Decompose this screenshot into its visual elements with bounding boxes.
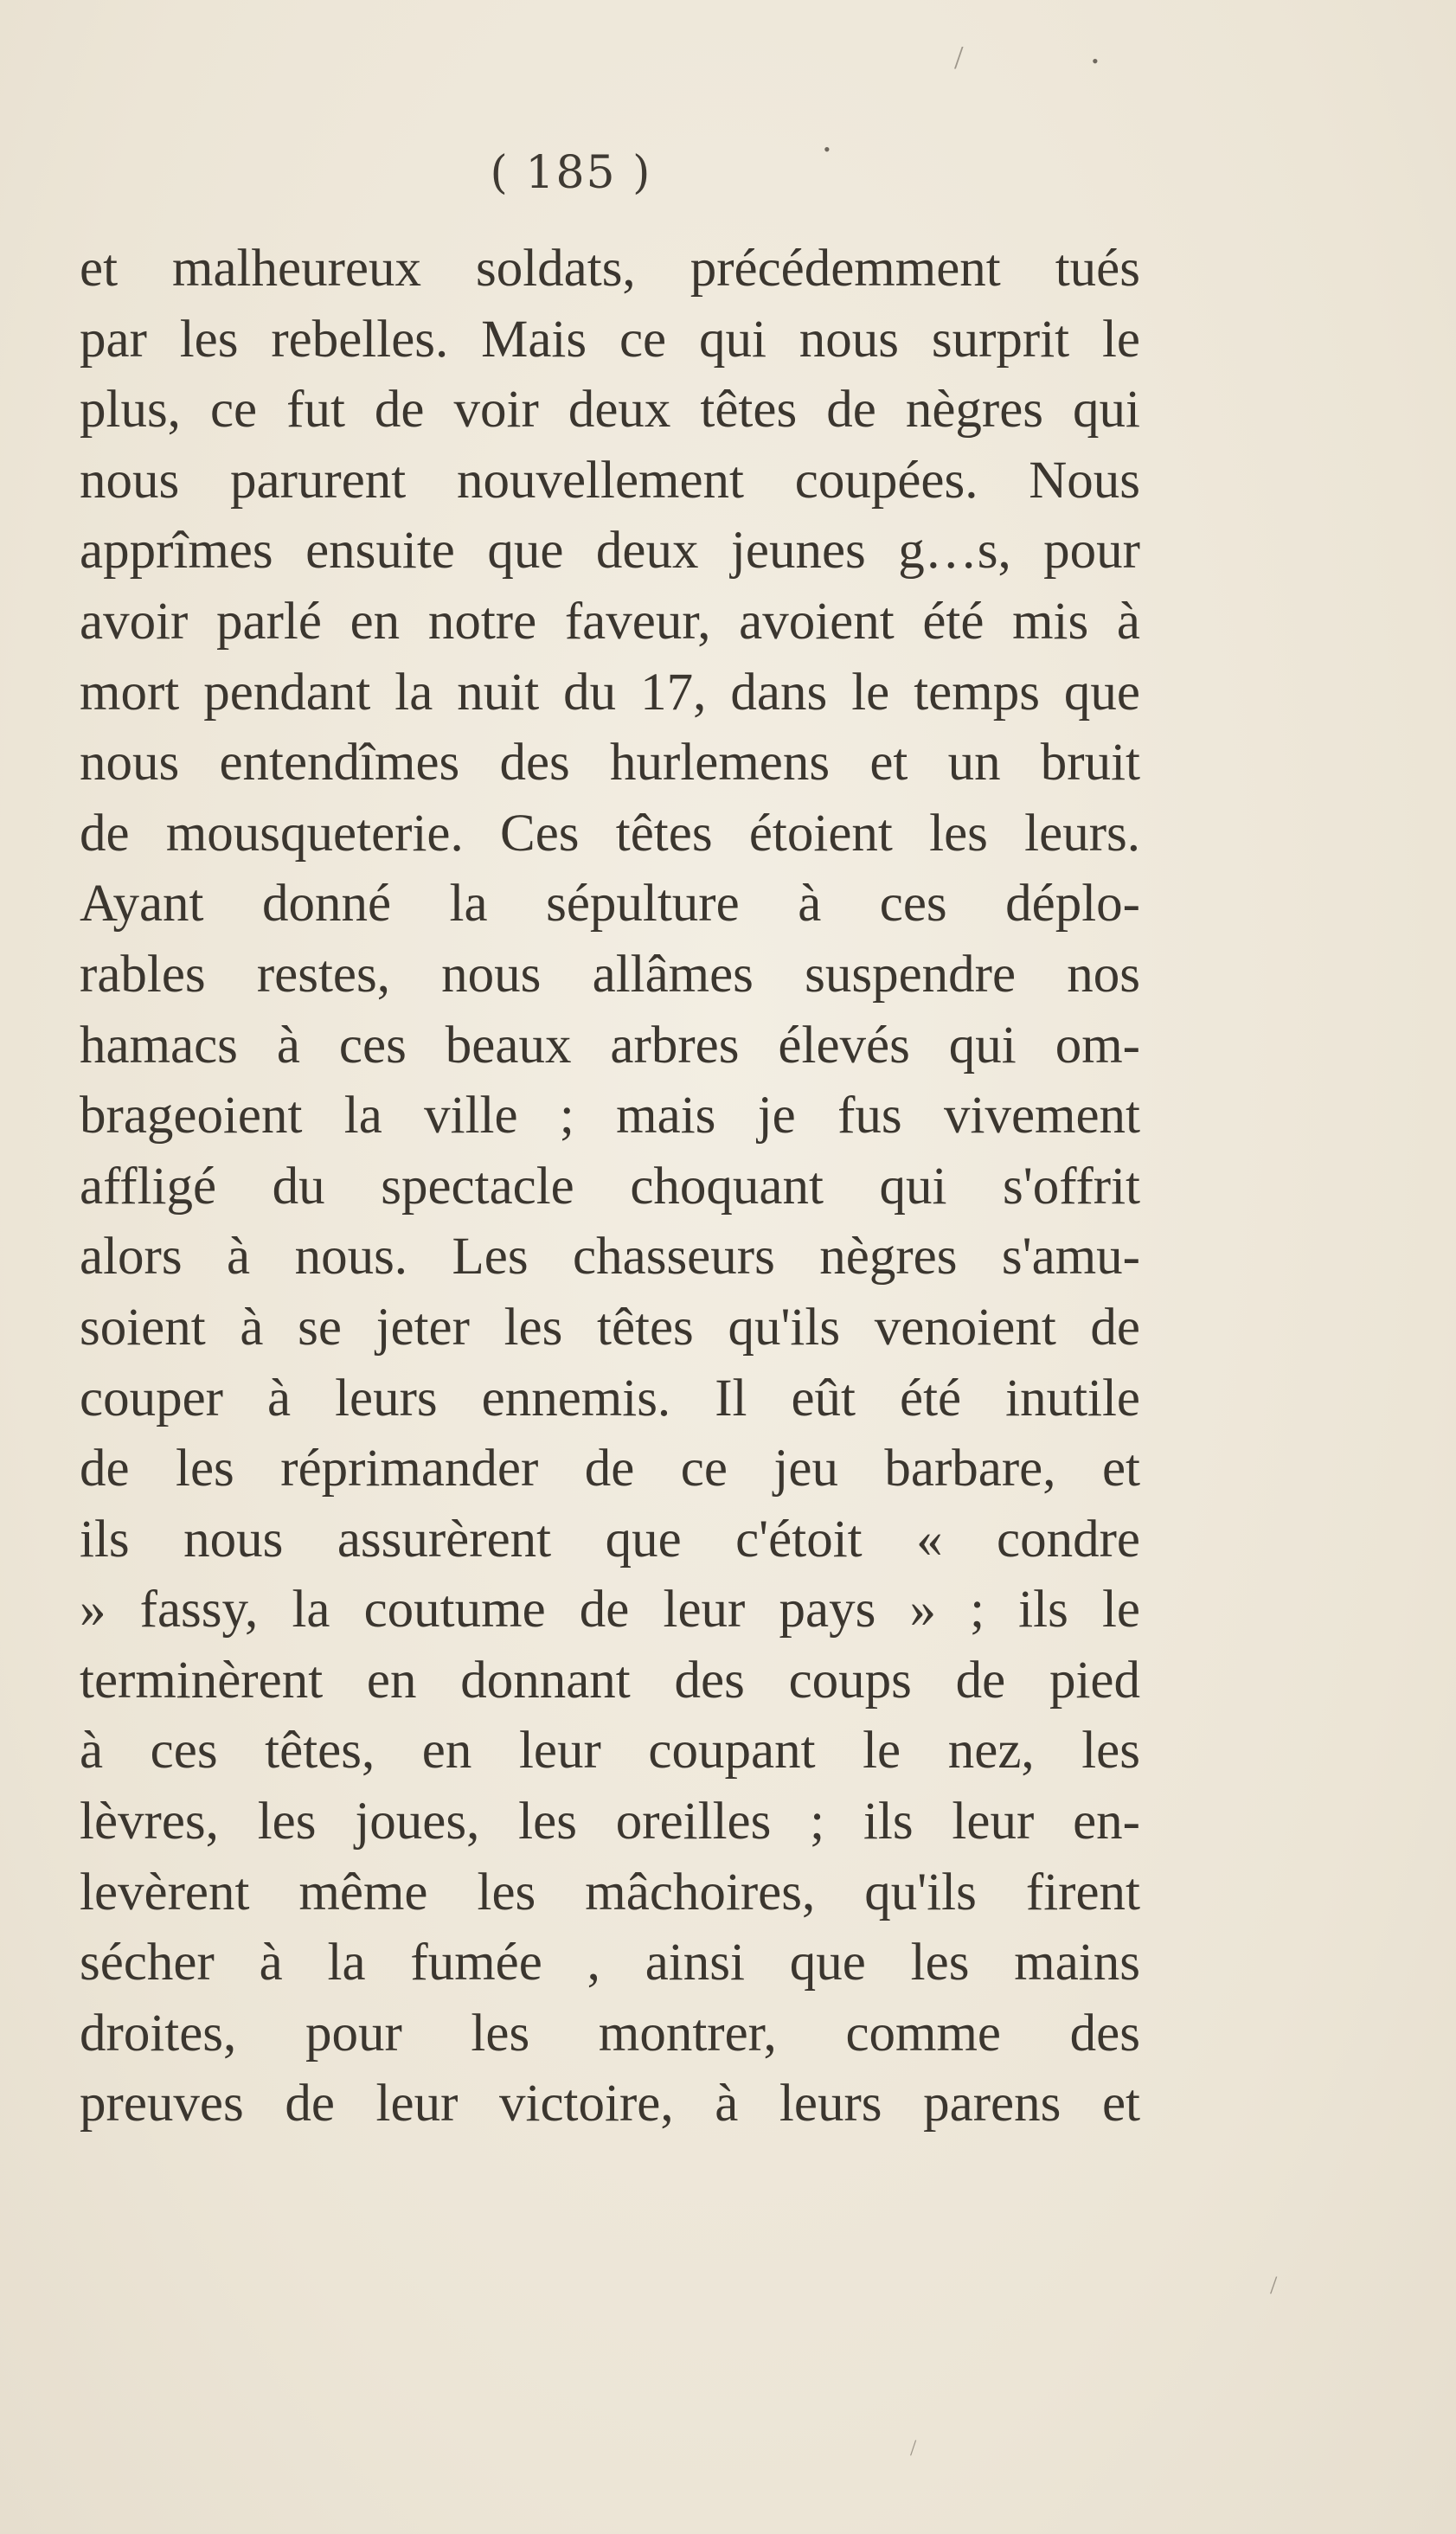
text-line: de les réprimander de ce jeu barbare, et [80,1440,1140,1498]
text-line: » fassy, la coutume de leur pays » ; ils le [80,1581,1140,1639]
text-line: couper à leurs ennemis. Il eût été inutile [80,1369,1140,1427]
text-line: lèvres, les joues, les oreilles ; ils leur en- [80,1793,1140,1851]
text-line: à ces têtes, en leur coupant le nez, les [80,1722,1140,1780]
margin-dot: • [824,138,831,160]
text-line: preuves de leur victoire, à leurs parens et [80,2075,1140,2133]
text-line: ils nous assurèrent que c'étoit « condre [80,1510,1140,1569]
margin-dot: • [1092,50,1099,72]
text-line: de mousqueterie. Ces têtes étoient les leurs. [80,804,1140,863]
text-line: par les rebelles. Mais ce qui nous surprit le [80,310,1140,369]
margin-mark: / [910,2435,917,2460]
text-line: et malheureux soldats, précédemment tués [80,240,1140,298]
text-line: nous parurent nouvellement coupées. Nous [80,451,1140,510]
text-line: Ayant donné la sépulture à ces déplo- [80,875,1140,933]
text-line: rables restes, nous allâmes suspendre nos [80,945,1140,1004]
text-line: apprîmes ensuite que deux jeunes g…s, pour [80,522,1140,581]
page-number: ( 185 ) [490,147,652,199]
page-body-text [80,234,1140,2139]
margin-mark: / [1270,2271,1278,2300]
text-line: hamacs à ces beaux arbres élevés qui om- [80,1016,1140,1075]
text-line: mort pendant la nuit du 17, dans le temps que [80,663,1140,722]
text-line: droites, pour les montrer, comme des [80,2004,1140,2062]
margin-mark: / [954,40,964,76]
text-line: alors à nous. Les chasseurs nègres s'amu- [80,1228,1140,1286]
text-line: levèrent même les mâchoires, qu'ils firent [80,1863,1140,1921]
text-line: plus, ce fut de voir deux têtes de nègres qui [80,381,1140,439]
text-line: sécher à la fumée , ainsi que les mains [80,1934,1140,1992]
text-line: nous entendîmes des hurlemens et un bruit [80,734,1140,792]
text-line: soient à se jeter les têtes qu'ils venoient de [80,1298,1140,1357]
text-line: brageoient la ville ; mais je fus vivement [80,1087,1140,1145]
text-line: avoir parlé en notre faveur, avoient été mis à [80,592,1140,651]
text-line: terminèrent en donnant des coups de pied [80,1651,1140,1710]
text-line: affligé du spectacle choquant qui s'offrit [80,1157,1140,1216]
